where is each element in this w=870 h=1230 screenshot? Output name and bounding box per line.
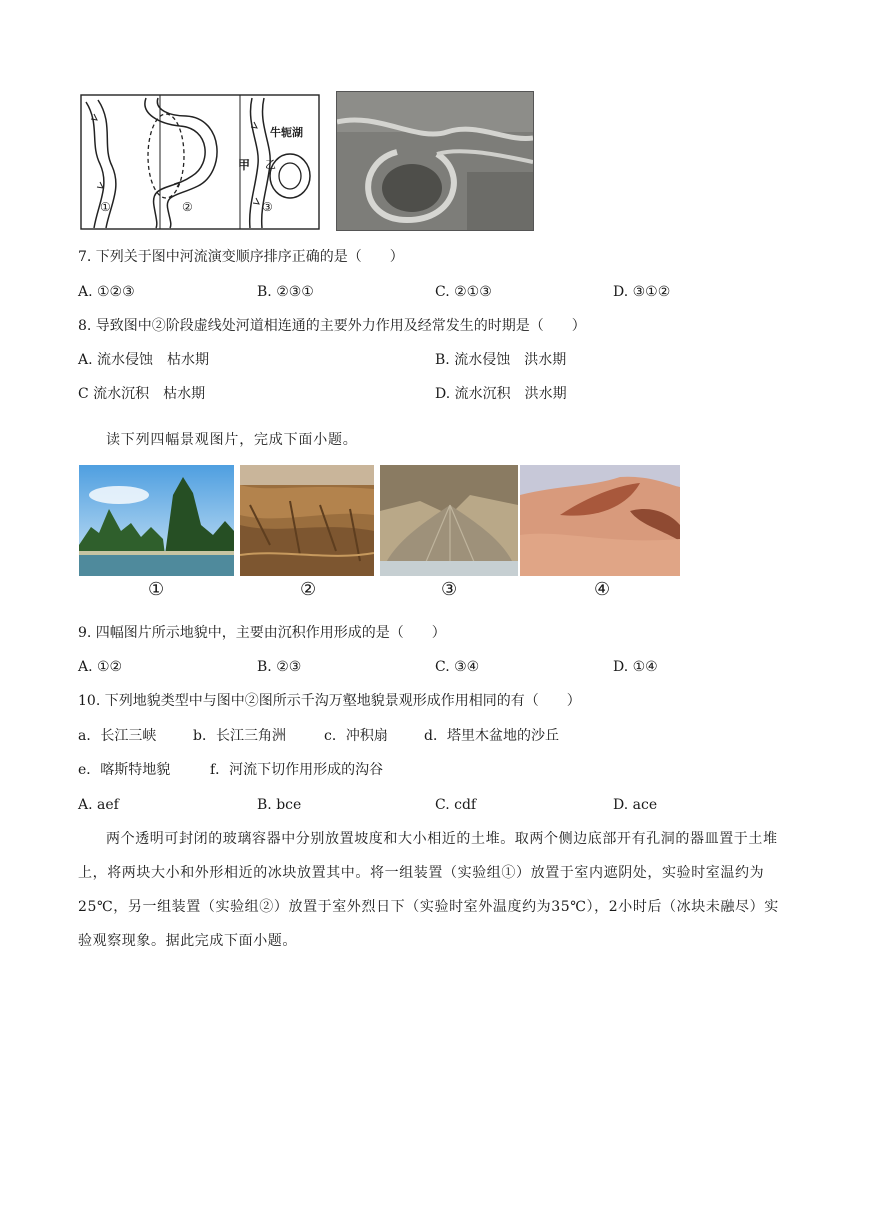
river-aerial-photo [336, 91, 534, 231]
question-8-stem: 8. 导致图中②阶段虚线处河道相连通的主要外力作用及经常发生的时期是（ ） [78, 318, 586, 334]
question-10-item-d: d．塔里木盆地的沙丘 [424, 728, 559, 744]
question-8-option-d[interactable]: D. 流水沉积 洪水期 [435, 386, 567, 402]
diagram-label-jia: 甲 [238, 158, 251, 172]
question-9-option-d[interactable]: D. ①④ [613, 659, 658, 675]
landscape-caption-4: ④ [594, 579, 611, 600]
question-9-option-a[interactable]: A. ①② [78, 659, 123, 675]
question-10-stem: 10. 下列地貌类型中与图中②图所示千沟万壑地貌景观形成作用相同的有（ ） [78, 693, 581, 709]
diagram-label-yi: 乙 [265, 158, 276, 171]
landscape-intro: 读下列四幅景观图片，完成下面小题。 [106, 432, 358, 448]
question-10-item-e: e．喀斯特地貌 [78, 762, 171, 778]
landscape-caption-3: ③ [441, 579, 458, 600]
question-9-stem: 9. 四幅图片所示地貌中，主要由沉积作用形成的是（ ） [78, 625, 446, 641]
landscape-photo-sand-dune [520, 465, 680, 576]
question-10-item-a: a．长江三峡 [78, 728, 157, 744]
diagram-label-3: ③ [262, 200, 273, 214]
question-9-option-b[interactable]: B. ②③ [257, 659, 302, 675]
question-7-option-d[interactable]: D. ③①② [613, 284, 671, 300]
question-10-option-a[interactable]: A. aef [78, 797, 119, 813]
landscape-caption-2: ② [300, 579, 317, 600]
question-8-option-c[interactable]: C 流水沉积 枯水期 [78, 386, 206, 402]
diagram-label-1: ① [100, 200, 111, 214]
question-7-option-b[interactable]: B. ②③① [257, 284, 314, 300]
question-10-option-b[interactable]: B. bce [257, 797, 302, 813]
question-8-option-b[interactable]: B. 流水侵蚀 洪水期 [435, 352, 567, 368]
landscape-photo-alluvial-fan [380, 465, 518, 576]
question-7-option-c[interactable]: C. ②①③ [435, 284, 492, 300]
question-7-option-a[interactable]: A. ①②③ [78, 284, 135, 300]
question-10-item-b: b．长江三角洲 [193, 728, 286, 744]
question-10-option-d[interactable]: D. ace [613, 797, 658, 813]
question-7-stem: 7. 下列关于图中河流演变顺序排序正确的是（ ） [78, 249, 404, 265]
river-evolution-diagram [80, 94, 320, 230]
landscape-photo-karst [79, 465, 234, 576]
question-10-item-c: c．冲积扇 [324, 728, 388, 744]
question-10-item-f: f．河流下切作用形成的沟谷 [210, 762, 384, 778]
landscape-caption-1: ① [148, 579, 165, 600]
question-10-option-c[interactable]: C. cdf [435, 797, 477, 813]
diagram-label-2: ② [182, 200, 193, 214]
experiment-passage: 两个透明可封闭的玻璃容器中分别放置坡度和大小相近的土堆。取两个侧边底部开有孔洞的器皿置于土堆上，将两块大小和外形相近的冰块放置其中。将一组装置（实验组①）放置于室内遮阴处，实验时室温约为25℃，另一组装置（实验组②）放置于室外烈日下（实验时室外温度约为35℃），2小时后（冰块未融尽）实验观察现象。据此完成下面小题。 [78, 831, 779, 949]
question-9-option-c[interactable]: C. ③④ [435, 659, 480, 675]
diagram-label-oxbow: 牛轭湖 [270, 126, 303, 139]
question-8-option-a[interactable]: A. 流水侵蚀 枯水期 [78, 352, 210, 368]
landscape-photo-loess [240, 465, 374, 576]
